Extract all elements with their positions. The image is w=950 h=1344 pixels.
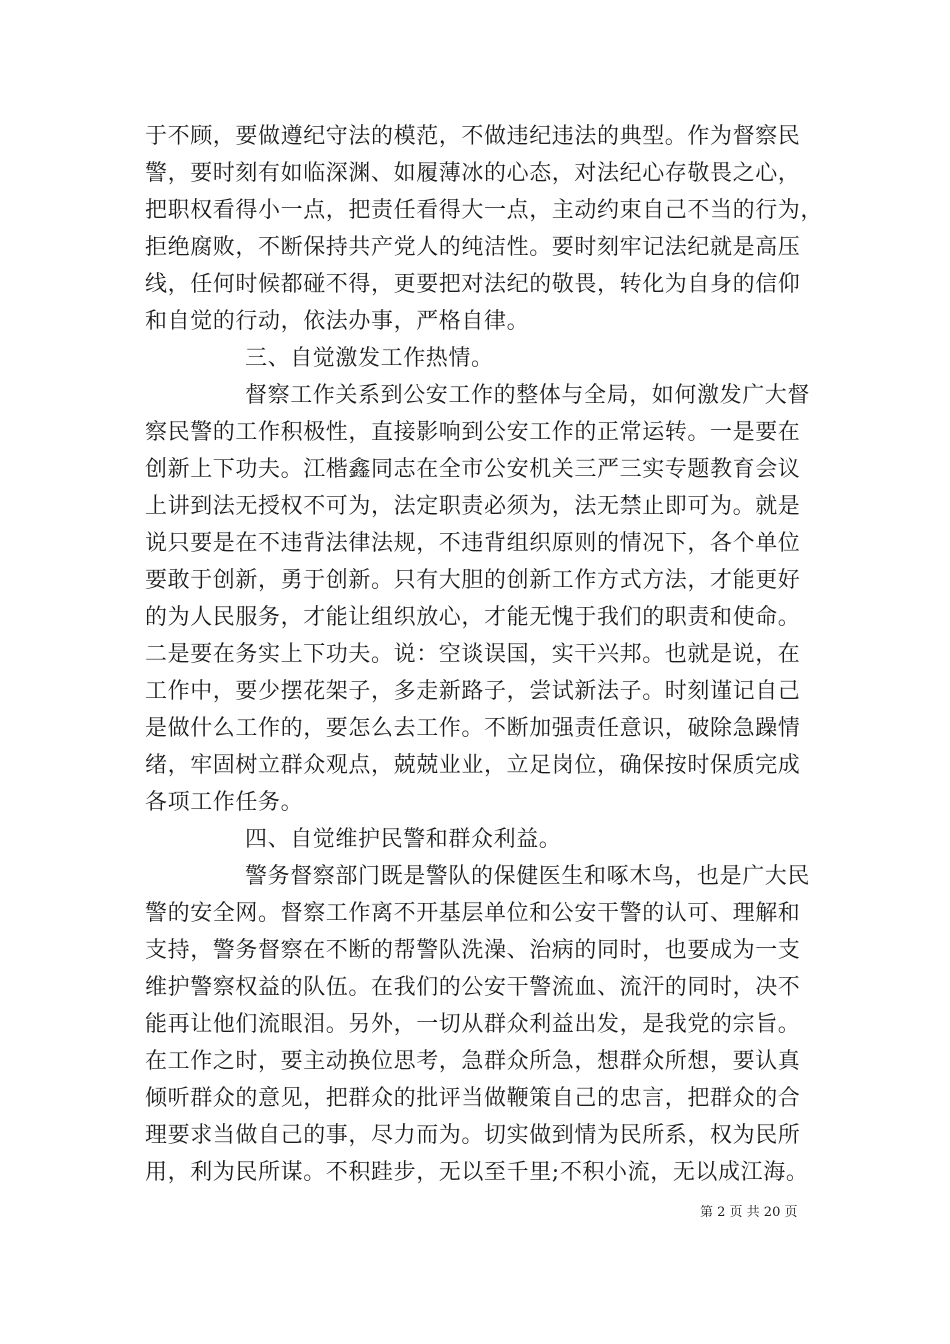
text-line: 维护警察权益的队伍。在我们的公安干警流血、流汗的同时，决不	[145, 975, 801, 1000]
text-line: 倾听群众的意见，把群众的批评当做鞭策自己的忠言，把群众的合	[145, 1086, 801, 1111]
text-line: 在工作之时，要主动换位思考，急群众所急，想群众所想，要认真	[145, 1049, 801, 1074]
text-line: 说只要是在不违背法律法规，不违背组织原则的情况下，各个单位	[145, 531, 801, 556]
text-line: 警的安全网。督察工作离不开基层单位和公安干警的认可、理解和	[145, 901, 801, 926]
paragraph-first-line: 警务督察部门既是警队的保健医生和啄木鸟，也是广大民	[245, 864, 811, 889]
text-line: 察民警的工作积极性，直接影响到公安工作的正常运转。一是要在	[145, 420, 801, 445]
text-line: 工作中，要少摆花架子，多走新路子，尝试新法子。时刻谨记自己	[145, 679, 801, 704]
text-line: 于不顾，要做遵纪守法的模范，不做违纪违法的典型。作为督察民	[145, 124, 801, 149]
paragraph-first-line: 督察工作关系到公安工作的整体与全局，如何激发广大督	[245, 383, 811, 408]
text-line: 各项工作任务。	[145, 790, 304, 815]
text-line: 上讲到法无授权不可为，法定职责必须为，法无禁止即可为。就是	[145, 494, 801, 519]
section-heading: 四、自觉维护民警和群众利益。	[245, 827, 562, 852]
text-line: 把职权看得小一点，把责任看得大一点，主动约束自己不当的行为，	[145, 198, 824, 223]
text-line: 绪，牢固树立群众观点，兢兢业业，立足岗位，确保按时保质完成	[145, 753, 801, 778]
text-line: 能再让他们流眼泪。另外，一切从群众利益出发，是我党的宗旨。	[145, 1012, 801, 1037]
section-heading: 三、自觉激发工作热情。	[245, 346, 494, 371]
text-line: 线，任何时候都碰不得，更要把对法纪的敬畏，转化为自身的信仰	[145, 272, 801, 297]
text-line: 理要求当做自己的事，尽力而为。切实做到情为民所系，权为民所	[145, 1123, 801, 1148]
text-line: 是做什么工作的，要怎么去工作。不断加强责任意识，破除急躁情	[145, 716, 801, 741]
text-line: 支持，警务督察在不断的帮警队洗澡、治病的同时，也要成为一支	[145, 938, 801, 963]
text-line: 二是要在务实上下功夫。说：空谈误国，实干兴邦。也就是说，在	[145, 642, 801, 667]
text-line: 创新上下功夫。江楷鑫同志在全市公安机关三严三实专题教育会议	[145, 457, 801, 482]
text-line: 要敢于创新，勇于创新。只有大胆的创新工作方式方法，才能更好	[145, 568, 801, 593]
text-line: 用，利为民所谋。不积跬步，无以至千里;不积小流，无以成江海。	[145, 1160, 809, 1185]
page-number: 第 2 页 共 20 页	[700, 1205, 798, 1220]
text-line: 和自觉的行动，依法办事，严格自律。	[145, 309, 530, 334]
text-line: 拒绝腐败，不断保持共产党人的纯洁性。要时刻牢记法纪就是高压	[145, 235, 801, 260]
text-line: 的为人民服务，才能让组织放心，才能无愧于我们的职责和使命。	[145, 605, 801, 630]
text-line: 警，要时刻有如临深渊、如履薄冰的心态，对法纪心存敬畏之心，	[145, 161, 801, 186]
document-body	[145, 118, 824, 1191]
